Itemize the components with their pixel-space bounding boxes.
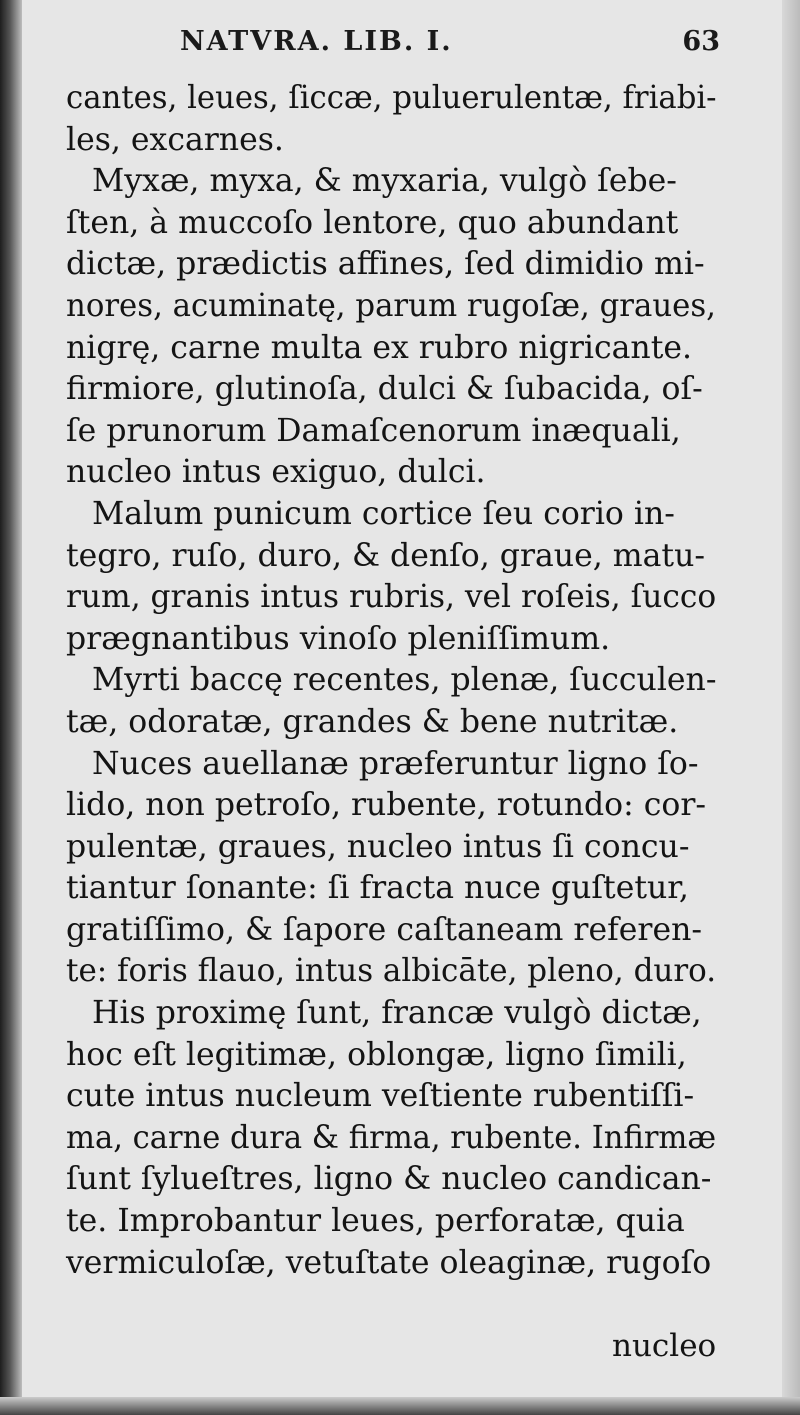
text-line: lido, non petroſo, rubente, rotundo: cor-	[66, 787, 707, 824]
text-line: cute intus nucleum veſtiente rubentiſſi-	[66, 1078, 695, 1115]
text-line: gratiſſimo, & ſapore caſtaneam referen-	[66, 911, 703, 948]
text-line: tegro, ruſo, duro, & denſo, graue, matu-	[66, 537, 705, 574]
text-line: ſten, à muccoſo lentore, quo abundant	[66, 204, 679, 241]
text-line: rum, granis intus rubris, vel roſeis, ſucco	[66, 579, 717, 616]
catchword: nucleo	[612, 1328, 717, 1364]
text-line: Malum punicum cortice ſeu corio in-	[92, 495, 675, 532]
page-number: 63	[682, 26, 720, 57]
text-line: dictæ, prædictis affines, ſed dimidio mi-	[66, 246, 705, 283]
text-line: nucleo intus exiguo, dulci.	[66, 454, 486, 491]
text-line: nigrę, carne multa ex rubro nigricante.	[66, 329, 693, 366]
text-line: nores, acuminatę, parum rugoſæ, graues,	[66, 287, 716, 324]
text-line: te: foris flauo, intus albicāte, pleno, duro.	[66, 953, 717, 990]
text-line: ma, carne dura & firma, rubente. Infirmæ	[66, 1119, 717, 1156]
gutter-shadow	[0, 0, 22, 1415]
page-header	[180, 26, 720, 66]
text-line: tiantur ſonante: ſi fracta nuce guſtetur,	[66, 870, 689, 907]
text-line: vermiculoſæ, vetuſtate oleaginæ, rugoſo	[66, 1244, 712, 1281]
running-title: NATVRA. LIB. I.	[180, 26, 453, 57]
text-line: hoc eſt legitimæ, oblongæ, ligno ſimili,	[66, 1036, 687, 1073]
text-line: Nuces auellanæ præferuntur ligno ſo-	[92, 745, 699, 782]
bottom-edge-shadow	[0, 1397, 800, 1415]
text-line: te. Improbantur leues, perforatæ, quia	[66, 1203, 685, 1240]
text-line: Myrti baccę recentes, plenæ, ſucculen-	[92, 662, 717, 699]
text-line: les, excarnes.	[66, 121, 284, 158]
text-line: Myxæ, myxa, & myxaria, vulgò ſebe-	[92, 163, 677, 200]
text-line: pulentæ, graues, nucleo intus ſi concu-	[66, 828, 690, 865]
text-line: cantes, leues, ſiccæ, puluerulentæ, friabi-	[66, 80, 717, 116]
body-text	[66, 78, 716, 1284]
text-line: ſe prunorum Damaſcenorum inæquali,	[66, 412, 681, 449]
text-line: firmiore, glutinoſa, dulci & ſubacida, oſ-	[66, 371, 703, 408]
text-line: His proximę ſunt, francæ vulgò dictæ,	[92, 995, 702, 1032]
text-line: tæ, odoratæ, grandes & bene nutritæ.	[66, 703, 679, 740]
text-line: ſunt ſylueſtres, ligno & nucleo candican-	[66, 1161, 712, 1198]
text-line: prægnantibus vinoſo pleniſſimum.	[66, 620, 611, 657]
page-edge	[782, 0, 800, 1415]
